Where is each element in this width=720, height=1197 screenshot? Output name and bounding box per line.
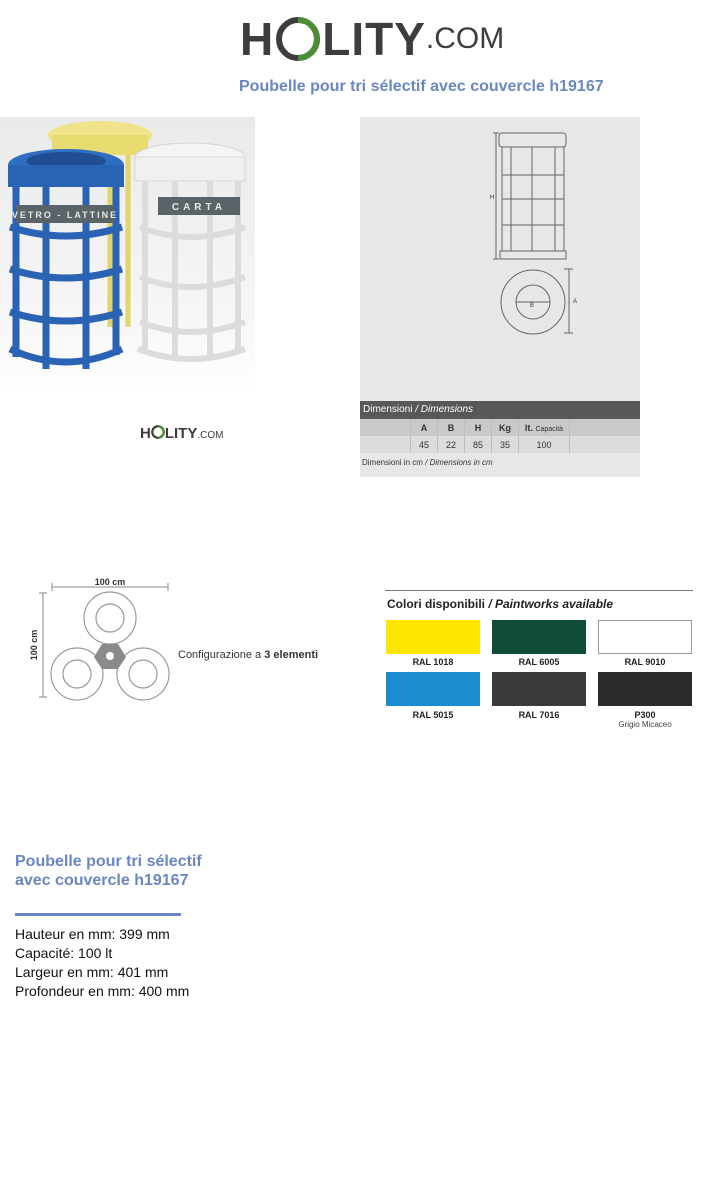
axis-label-b: B (530, 303, 535, 309)
value-kg: 35 (492, 436, 519, 453)
configuration-diagram (30, 575, 330, 710)
dimensions-title-bar (360, 401, 640, 419)
dimensions-title: Dimensioni (363, 404, 413, 415)
label-carta: CARTA (171, 202, 227, 213)
dimensions-note: Dimensioni in cm / Dimensions in cm (362, 458, 493, 467)
header-b: B (438, 419, 465, 436)
axis-label-a: A (573, 299, 578, 305)
label-vetro-lattine: VETRO - LATTINE (11, 210, 119, 220)
swatch-label: RAL 6005 (518, 657, 560, 667)
specs-list (15, 925, 189, 1001)
dimensions-sheet (360, 117, 640, 477)
page-title: Poubelle pour tri sélectif avec couvercle h19167 (239, 78, 604, 95)
value-h: 85 (465, 436, 492, 453)
axis-label-h: H (490, 195, 495, 201)
watermark-letters-lity: LITY (164, 425, 198, 442)
header-capacity: lt. Capacità (519, 419, 570, 436)
table-header-row (360, 419, 640, 436)
colors-panel (385, 590, 695, 740)
value-capacity: 100 (519, 436, 570, 453)
value-b: 22 (438, 436, 465, 453)
watermark-circle-icon (151, 425, 165, 439)
swatch-ral-5015 (386, 672, 480, 706)
logo-letter-h: H (240, 13, 275, 65)
header-kg: Kg (492, 419, 519, 436)
swatch-ral-1018 (386, 620, 480, 654)
table-values-row (360, 436, 640, 453)
config-width-label: 100 cm (94, 577, 126, 587)
watermark-com: .COM (197, 430, 224, 441)
swatch-label: RAL 1018 (412, 657, 454, 667)
dimensions-drawing (360, 117, 640, 401)
swatch-ral-7016 (492, 672, 586, 706)
product-photo (0, 117, 255, 395)
swatch-ral-6005 (492, 620, 586, 654)
swatch-sublabel: Grigio Micaceo (618, 720, 672, 729)
dimensions-table (360, 419, 640, 453)
spec-capacity: Capacité: 100 lt (15, 945, 113, 961)
swatch-label: RAL 7016 (518, 710, 560, 720)
spec-height: Hauteur en mm: 399 mm (15, 926, 170, 942)
watermark-letter-h: H (140, 425, 151, 442)
bins-illustration (0, 117, 255, 395)
site-logo[interactable] (240, 12, 504, 68)
configuration-drawing (30, 575, 330, 710)
header-a: A (411, 419, 438, 436)
swatch-label: RAL 5015 (412, 710, 454, 720)
header-h: H (465, 419, 492, 436)
header-capacity-small: Capacità (535, 425, 564, 433)
swatch-ral-9010 (598, 620, 692, 654)
value-a: 45 (411, 436, 438, 453)
photo-watermark-logo (140, 425, 223, 443)
dimensions-title-en: / Dimensions (412, 404, 474, 415)
logo-letters-lity: LITY (322, 13, 426, 65)
spec-width: Largeur en mm: 401 mm (15, 964, 169, 980)
colors-divider (385, 590, 693, 591)
swatch-label: P300 (634, 710, 656, 720)
spec-depth: Profondeur en mm: 400 mm (15, 983, 190, 999)
swatch-label: RAL 9010 (624, 657, 666, 667)
colors-title: Colori disponibili / Paintworks available (387, 597, 614, 611)
logo-com: .COM (425, 22, 505, 55)
title-underline (15, 913, 181, 916)
config-height-label: 100 cm (30, 629, 39, 661)
configuration-text: Configurazione a 3 elementi (178, 649, 319, 661)
logo-circle-icon (276, 17, 320, 61)
product-title: Poubelle pour tri sélectif avec couvercle h19167 (15, 853, 202, 889)
swatch-p300 (598, 672, 692, 706)
